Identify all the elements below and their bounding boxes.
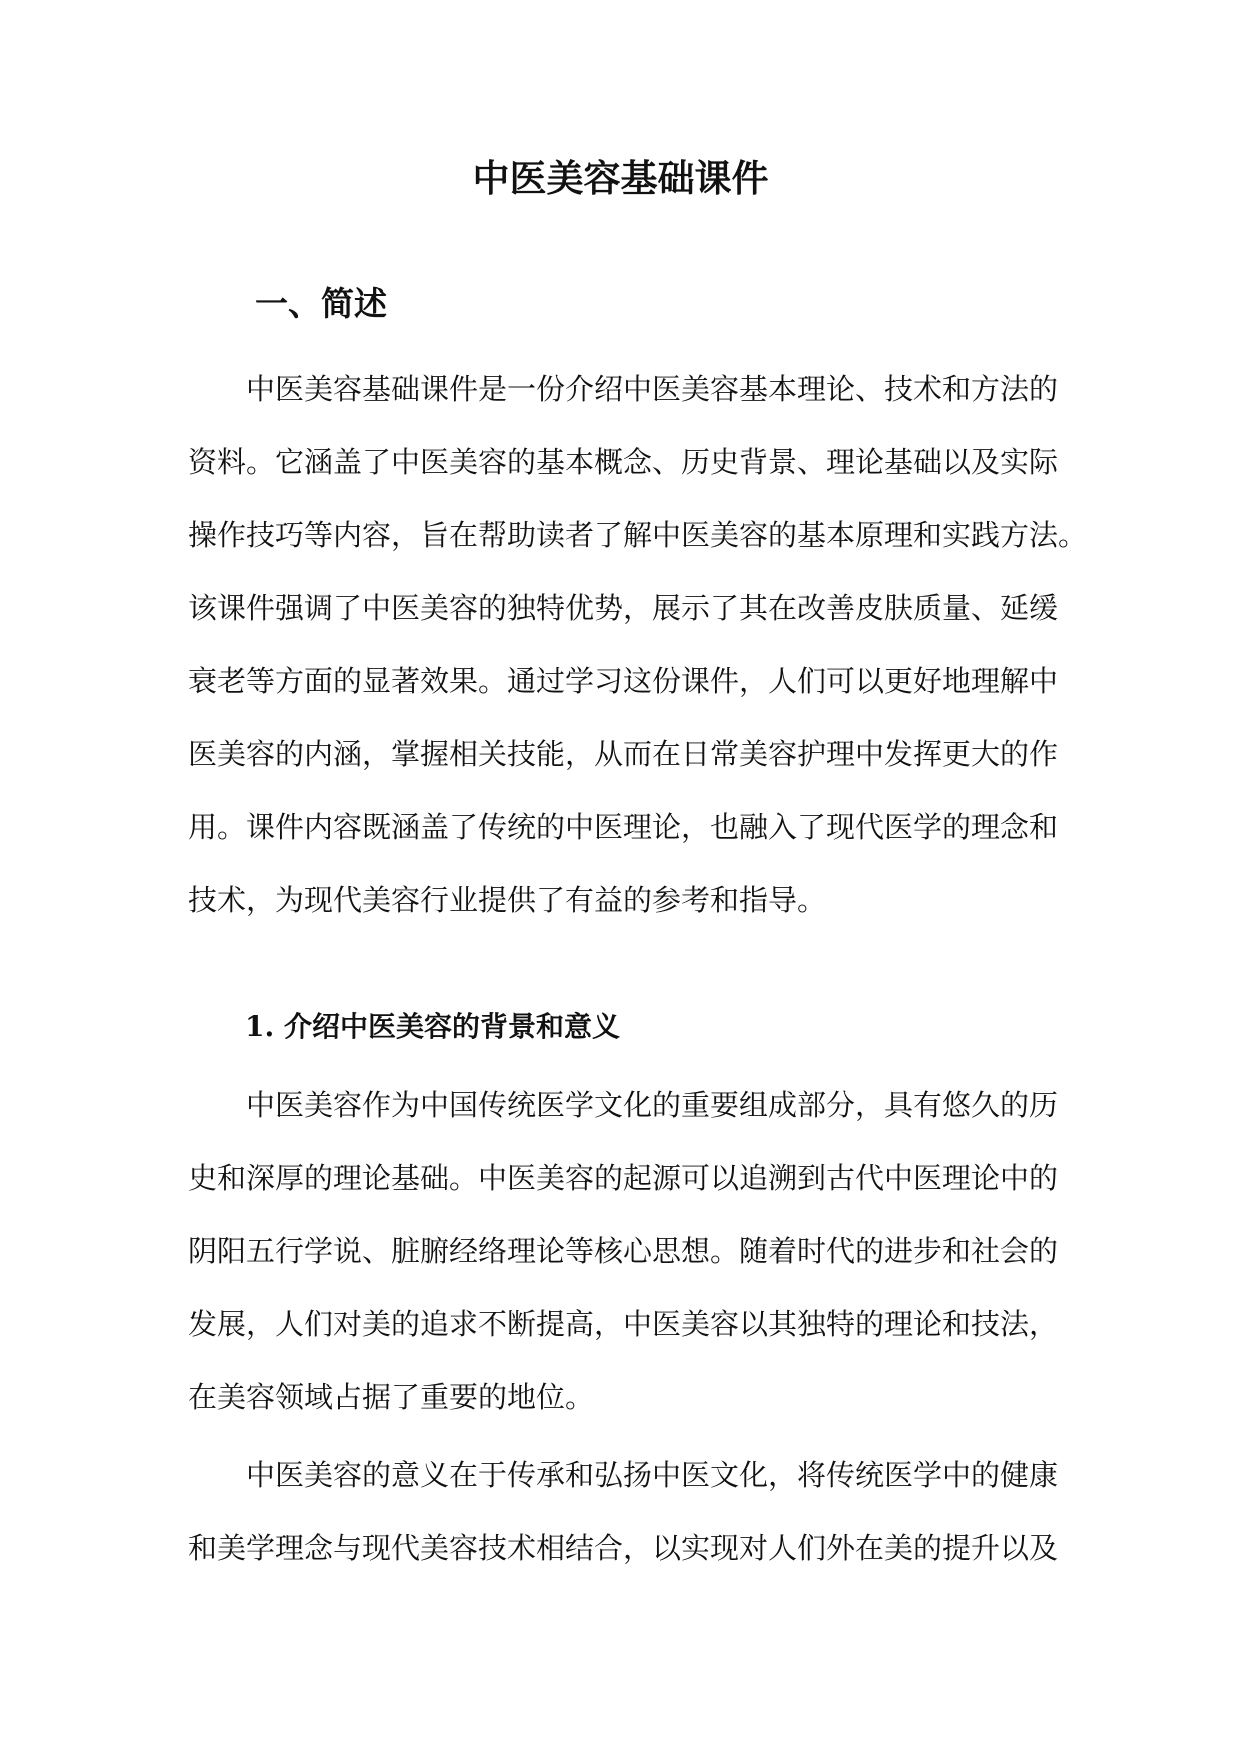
- text-line: 中医美容基础课件是一份介绍中医美容基本理论、技术和方法的: [246, 372, 1059, 406]
- text-line: 操作技巧等内容，旨在帮助读者了解中医美容的基本原理和实践方法。: [188, 518, 1088, 552]
- document-title: 中医美容基础课件: [472, 156, 769, 200]
- paragraph-significance: [188, 1439, 1059, 1585]
- text-line: 用。课件内容既涵盖了传统的中医理论，也融入了现代医学的理念和: [188, 810, 1059, 844]
- paragraph-background: [188, 1069, 1059, 1434]
- text-line: 阴阳五行学说、脏腑经络理论等核心思想。随着时代的进步和社会的: [188, 1234, 1059, 1268]
- subsection-heading-background: 1. 介绍中医美容的背景和意义: [245, 1010, 620, 1043]
- text-line: 中医美容作为中国传统医学文化的重要组成部分，具有悠久的历: [246, 1088, 1059, 1122]
- text-line: 在美容领域占据了重要的地位。: [188, 1380, 595, 1414]
- text-line: 资料。它涵盖了中医美容的基本概念、历史背景、理论基础以及实际: [188, 445, 1059, 479]
- text-line: 技术，为现代美容行业提供了有益的参考和指导。: [188, 883, 827, 917]
- text-line: 医美容的内涵，掌握相关技能，从而在日常美容护理中发挥更大的作: [188, 737, 1059, 771]
- text-line: 该课件强调了中医美容的独特优势，展示了其在改善皮肤质量、延缓: [188, 591, 1059, 625]
- text-line: 衰老等方面的显著效果。通过学习这份课件，人们可以更好地理解中: [188, 664, 1059, 698]
- text-line: 发展，人们对美的追求不断提高，中医美容以其独特的理论和技法，: [188, 1307, 1059, 1341]
- paragraph-overview: [188, 353, 1088, 937]
- text-line: 和美学理念与现代美容技术相结合，以实现对人们外在美的提升以及: [188, 1531, 1059, 1565]
- section-heading-overview: 一、简述: [255, 284, 387, 323]
- text-line: 史和深厚的理论基础。中医美容的起源可以追溯到古代中医理论中的: [188, 1161, 1059, 1195]
- text-line: 中医美容的意义在于传承和弘扬中医文化，将传统医学中的健康: [246, 1458, 1059, 1492]
